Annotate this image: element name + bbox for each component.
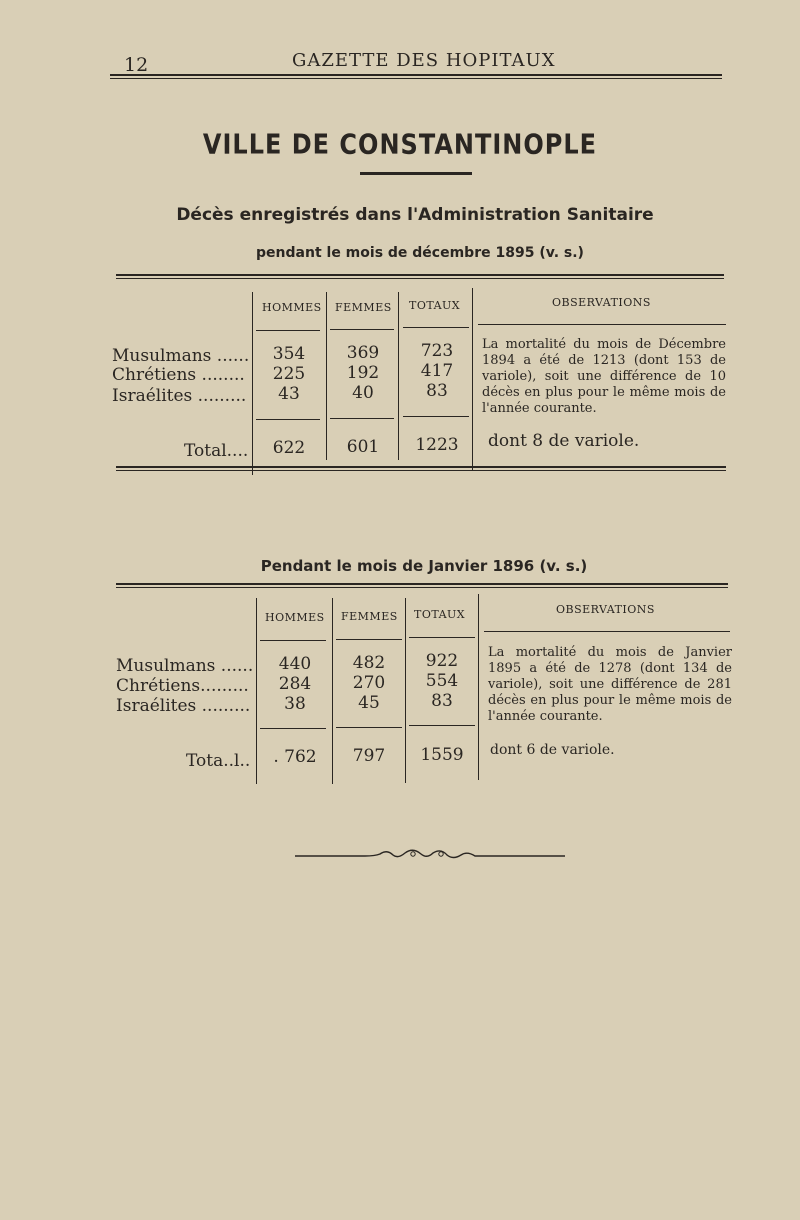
cell-totaux: 922 bbox=[425, 651, 459, 671]
total-label: Tota..l.. bbox=[186, 751, 251, 771]
total-hommes: 622 bbox=[272, 438, 306, 458]
header-hommes: HOMMES bbox=[265, 611, 325, 624]
cell-hommes: 440 bbox=[278, 654, 312, 674]
header-totaux: TOTAUX bbox=[414, 608, 466, 621]
cell-totaux: 723 bbox=[420, 341, 454, 361]
row-label: Chrétiens ........ bbox=[112, 365, 245, 385]
table-2-caption: Pendant le mois de Janvier 1896 (v. s.) bbox=[260, 557, 588, 575]
cell-femmes: 40 bbox=[352, 383, 374, 403]
cell-totaux: 83 bbox=[431, 691, 453, 711]
page-number: 12 bbox=[124, 54, 149, 76]
cell-totaux: 554 bbox=[425, 671, 459, 691]
total-totaux: 1223 bbox=[415, 435, 459, 455]
ornament-divider-icon bbox=[295, 845, 565, 865]
title-underline bbox=[360, 172, 472, 175]
row-label: Musulmans ...... bbox=[112, 346, 250, 366]
header-observations: OBSERVATIONS bbox=[556, 603, 655, 616]
cell-hommes: 43 bbox=[278, 384, 300, 404]
cell-hommes: 284 bbox=[278, 674, 312, 694]
total-totaux: 1559 bbox=[420, 745, 464, 765]
header-hommes: HOMMES bbox=[262, 301, 322, 314]
row-label: Israélites ......... bbox=[112, 386, 247, 406]
cell-femmes: 482 bbox=[352, 653, 386, 673]
cell-femmes: 270 bbox=[352, 673, 386, 693]
table-top-rule bbox=[116, 583, 728, 588]
table-bottom-rule bbox=[116, 466, 726, 471]
cell-hommes: 354 bbox=[272, 344, 306, 364]
total-femmes: 797 bbox=[352, 746, 386, 766]
header-femmes: FEMMES bbox=[341, 610, 398, 623]
cell-femmes: 192 bbox=[346, 363, 380, 383]
section-subtitle: Décès enregistrés dans l'Administration Sanitaire bbox=[176, 205, 654, 225]
cell-femmes: 369 bbox=[346, 343, 380, 363]
row-label: Israélites ......... bbox=[116, 696, 251, 716]
cell-femmes: 45 bbox=[358, 693, 380, 713]
header-observations: OBSERVATIONS bbox=[552, 296, 651, 309]
header-totaux: TOTAUX bbox=[409, 299, 461, 312]
row-label: Chrétiens......... bbox=[116, 676, 249, 696]
cell-totaux: 83 bbox=[426, 381, 448, 401]
observation-total: dont 6 de variole. bbox=[490, 742, 615, 758]
header-femmes: FEMMES bbox=[335, 301, 392, 314]
header-rule bbox=[110, 74, 722, 79]
cell-hommes: 225 bbox=[272, 364, 306, 384]
table-1-caption: pendant le mois de décembre 1895 (v. s.) bbox=[256, 245, 584, 261]
observation-text: La mortalité du mois de Janvier 1895 a été de 1278 (dont 134 de variole), soit une différence de 281 décès en plus pour le même mois de l'année courante. bbox=[488, 645, 732, 724]
page-title: VILLE DE CONSTANTINOPLE bbox=[202, 128, 598, 161]
total-femmes: 601 bbox=[346, 437, 380, 457]
cell-hommes: 38 bbox=[284, 694, 306, 714]
cell-totaux: 417 bbox=[420, 361, 454, 381]
table-top-rule bbox=[116, 274, 724, 279]
total-label: Total.... bbox=[184, 441, 249, 461]
total-hommes: . 762 bbox=[273, 747, 317, 767]
row-label: Musulmans ...... bbox=[116, 656, 254, 676]
observation-text: La mortalité du mois de Décembre 1894 a été de 1213 (dont 153 de variole), soit une différence de 10 décès en plus pour le même mois de l'année courante. bbox=[482, 337, 726, 416]
running-title: GAZETTE DES HOPITAUX bbox=[292, 50, 556, 71]
observation-total: dont 8 de variole. bbox=[488, 431, 640, 451]
